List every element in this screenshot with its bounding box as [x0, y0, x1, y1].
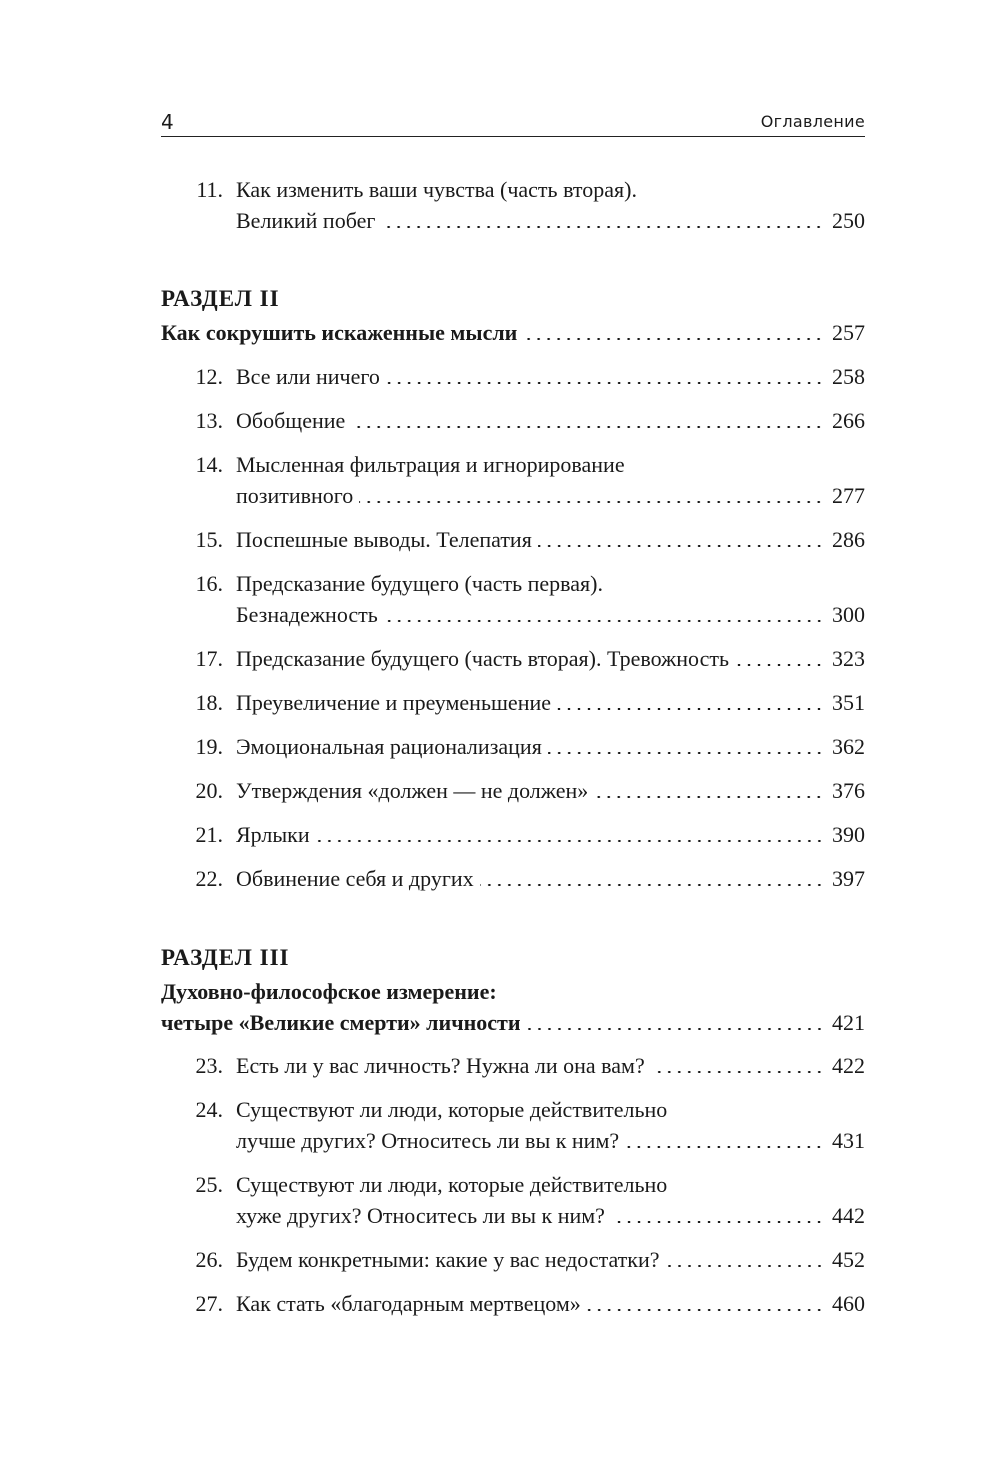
entry-page: 452: [832, 1247, 865, 1272]
running-title: Оглавление: [760, 112, 865, 131]
leader-dots: [735, 664, 824, 666]
entry-title: Предсказание будущего (часть вторая). Тревожность: [236, 646, 729, 671]
entry-number: 23.: [195, 1053, 223, 1078]
entry-title: Ярлыки: [236, 822, 310, 847]
toc-entry[interactable]: [0, 362, 865, 392]
entry-page: 390: [832, 822, 865, 847]
entry-number: 15.: [195, 527, 223, 552]
entry-title: Как стать «благодарным мертвецом»: [236, 1291, 581, 1316]
toc-entry[interactable]: [0, 1095, 865, 1125]
toc-entry-cont[interactable]: [0, 600, 865, 630]
section-page: 421: [832, 1010, 865, 1035]
section-2-title[interactable]: [0, 318, 865, 348]
leader-dots: [538, 545, 824, 547]
toc-entry[interactable]: [0, 864, 865, 894]
leader-dots: [625, 1146, 824, 1148]
entry-page: 258: [832, 364, 865, 389]
section-3-title[interactable]: [0, 1008, 865, 1038]
entry-title: Безнадежность: [236, 602, 378, 627]
entry-page: 376: [832, 778, 865, 803]
entry-title-line1: Как изменить ваши чувства (часть вторая).: [236, 177, 637, 202]
leader-dots: [666, 1265, 825, 1267]
toc-entry-cont[interactable]: [0, 481, 865, 511]
page-number: 4: [161, 110, 174, 134]
entry-title-line1: Мысленная фильтрация и игнорирование: [236, 452, 625, 477]
entry-title: Обвинение себя и других: [236, 866, 474, 891]
entry-title: Преувеличение и преуменьшение: [236, 690, 552, 715]
entry-title: Великий побег: [236, 208, 376, 233]
toc-entry[interactable]: [0, 776, 865, 806]
toc-entry[interactable]: [0, 525, 865, 555]
leader-dots: [523, 338, 824, 340]
running-header: [161, 106, 865, 137]
entry-number: 27.: [195, 1291, 223, 1316]
toc-entry[interactable]: [0, 1245, 865, 1275]
entry-title: позитивного: [236, 483, 354, 508]
section-title-line1: Духовно-философское измерение:: [161, 979, 497, 1004]
toc-entry-11-cont[interactable]: [0, 206, 865, 236]
entry-title: Есть ли у вас личность? Нужна ли она вам?: [236, 1053, 645, 1078]
entry-page: 442: [832, 1203, 865, 1228]
section-title: четыре «Великие смерти» личности: [161, 1010, 521, 1035]
entry-number: 17.: [195, 646, 223, 671]
entry-number: 11.: [196, 177, 223, 202]
entry-number: 21.: [195, 822, 223, 847]
entry-number: 14.: [195, 452, 223, 477]
leader-dots: [316, 840, 824, 842]
section-label: РАЗДЕЛ II: [161, 286, 280, 311]
toc-entry[interactable]: [0, 732, 865, 762]
toc-entry[interactable]: [0, 450, 865, 480]
entry-title: Поспешные выводы. Телепатия: [236, 527, 532, 552]
toc-entry[interactable]: [0, 406, 865, 436]
entry-title: Эмоциональная рационализация: [236, 734, 542, 759]
leader-dots: [587, 1309, 824, 1311]
entry-number: 22.: [195, 866, 223, 891]
entry-page: 431: [832, 1128, 865, 1153]
leader-dots: [359, 501, 824, 503]
entry-number: 13.: [195, 408, 223, 433]
entry-title-line1: Существуют ли люди, которые действительно: [236, 1097, 668, 1122]
leader-dots: [480, 884, 824, 886]
section-title: Как сокрушить искаженные мысли: [161, 320, 518, 345]
entry-page: 323: [832, 646, 865, 671]
toc-entry[interactable]: [0, 688, 865, 718]
entry-title-line1: Существуют ли люди, которые действительно: [236, 1172, 668, 1197]
toc-entry[interactable]: [0, 644, 865, 674]
leader-dots: [381, 226, 824, 228]
leader-dots: [351, 426, 824, 428]
leader-dots: [594, 796, 824, 798]
toc-entry-cont[interactable]: [0, 1126, 865, 1156]
toc-entry[interactable]: [0, 569, 865, 599]
entry-page: 277: [832, 483, 865, 508]
entry-number: 24.: [195, 1097, 223, 1122]
section-page: 257: [832, 320, 865, 345]
toc-entry[interactable]: [0, 1289, 865, 1319]
entry-title: Утверждения «должен — не должен»: [236, 778, 589, 803]
entry-page: 362: [832, 734, 865, 759]
leader-dots: [557, 708, 824, 710]
entry-page: 300: [832, 602, 865, 627]
entry-title: Будем конкретными: какие у вас недостатки?: [236, 1247, 660, 1272]
entry-title: хуже других? Относитесь ли вы к ним?: [236, 1203, 605, 1228]
entry-number: 26.: [195, 1247, 223, 1272]
entry-number: 12.: [195, 364, 223, 389]
entry-title: Все или ничего: [236, 364, 380, 389]
entry-number: 18.: [195, 690, 223, 715]
entry-title: Обобщение: [236, 408, 346, 433]
toc-entry-11[interactable]: [0, 175, 865, 205]
toc-entry[interactable]: [0, 1170, 865, 1200]
toc-entry-cont[interactable]: [0, 1201, 865, 1231]
leader-dots: [548, 752, 824, 754]
leader-dots: [386, 382, 824, 384]
leader-dots: [384, 620, 824, 622]
entry-page: 286: [832, 527, 865, 552]
toc-entry[interactable]: [0, 820, 865, 850]
entry-number: 19.: [195, 734, 223, 759]
entry-page: 422: [832, 1053, 865, 1078]
entry-title-line1: Предсказание будущего (часть первая).: [236, 571, 603, 596]
entry-number: 20.: [195, 778, 223, 803]
leader-dots: [651, 1071, 824, 1073]
entry-page: 250: [832, 208, 865, 233]
entry-title: лучше других? Относитесь ли вы к ним?: [236, 1128, 620, 1153]
toc-entry[interactable]: [0, 1051, 865, 1081]
entry-page: 351: [832, 690, 865, 715]
entry-page: 397: [832, 866, 865, 891]
entry-number: 25.: [195, 1172, 223, 1197]
entry-number: 16.: [195, 571, 223, 596]
entry-page: 460: [832, 1291, 865, 1316]
section-label: РАЗДЕЛ III: [161, 945, 290, 970]
entry-page: 266: [832, 408, 865, 433]
leader-dots: [527, 1028, 824, 1030]
leader-dots: [611, 1221, 824, 1223]
